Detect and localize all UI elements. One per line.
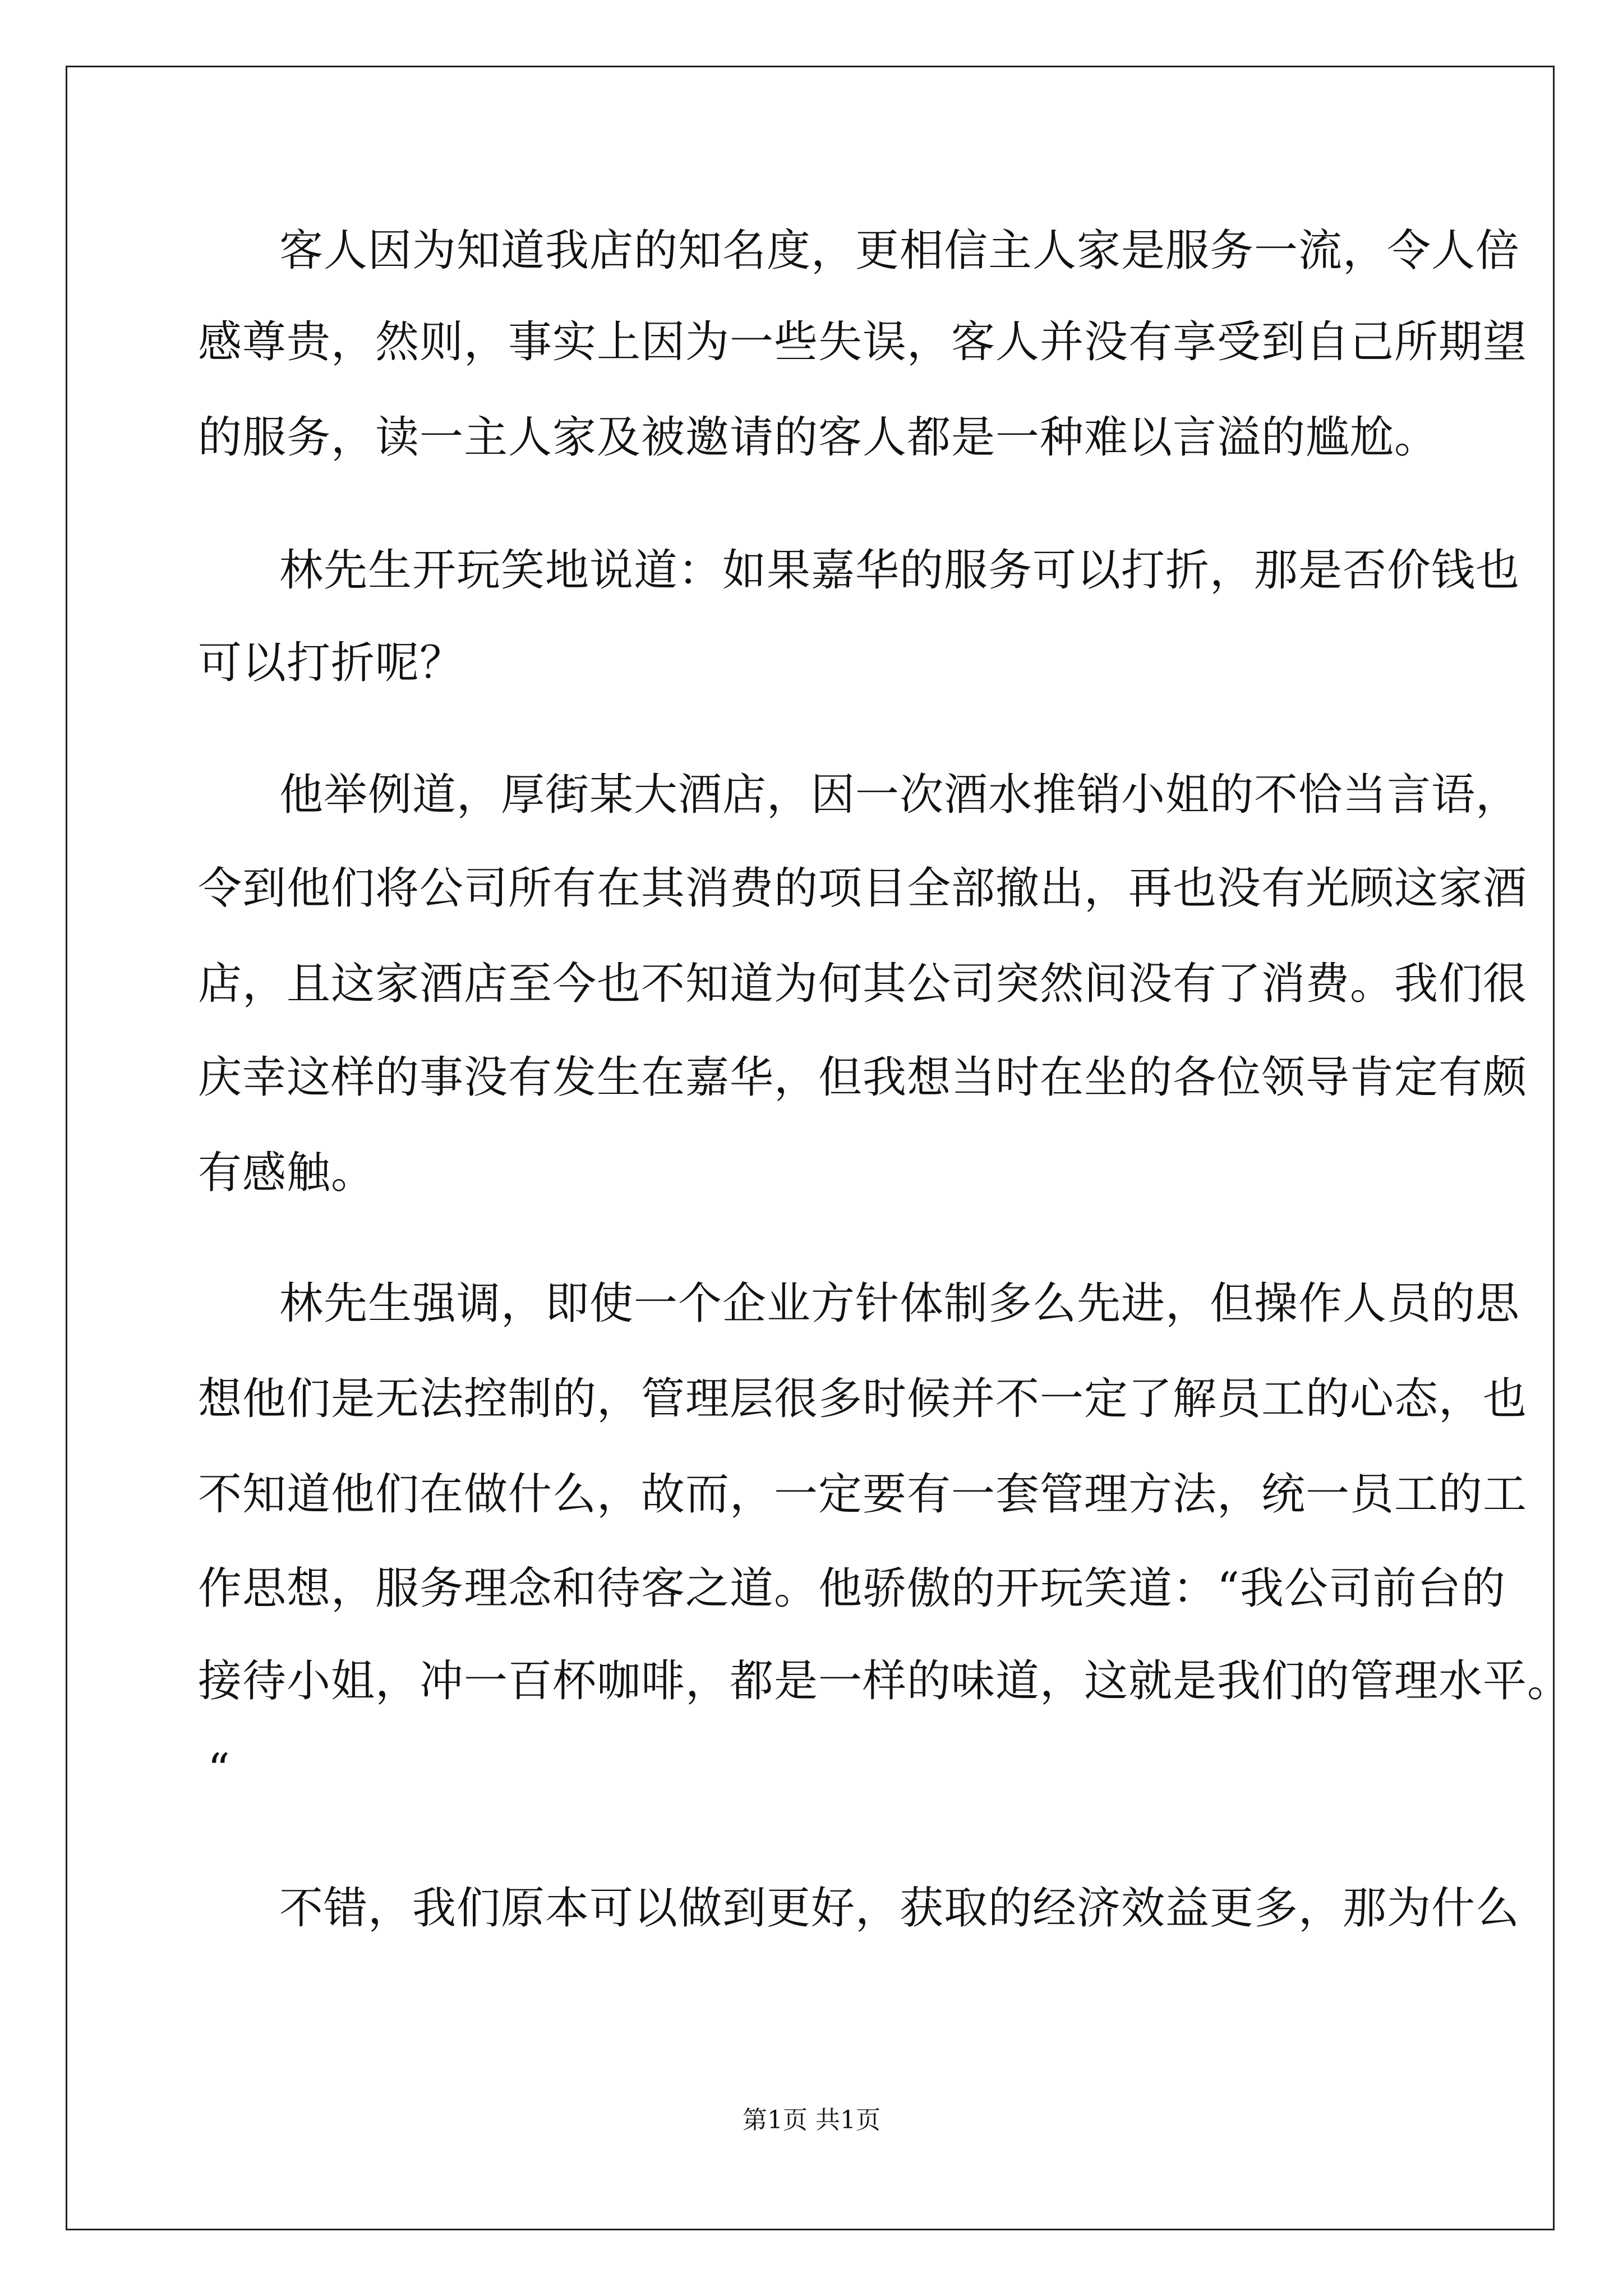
paragraph-line: 感尊贵，然则，事实上因为一些失误，客人并没有享受到自己所期望 xyxy=(198,317,1528,367)
paragraph-line: 庆幸这样的事没有发生在嘉华，但我想当时在坐的各位领导肯定有颇 xyxy=(198,1052,1528,1103)
page-footer: 第1页 共1页 xyxy=(743,2106,880,2134)
paragraph-line: 想他们是无法控制的，管理层很多时候并不一定了解员工的心态，也 xyxy=(198,1374,1528,1424)
paragraph-line: 令到他们将公司所有在其消费的项目全部撤出，再也没有光顾这家酒 xyxy=(198,863,1528,914)
paragraph-line: 接待小姐，冲一百杯咖啡，都是一样的味道，这就是我们的管理水平。 xyxy=(198,1656,1572,1706)
paragraph-line: 不知道他们在做什么，故而，一定要有一套管理方法，统一员工的工 xyxy=(198,1469,1528,1520)
paragraph-line: 店，且这家酒店至今也不知道为何其公司突然间没有了消费。我们很 xyxy=(198,959,1528,1009)
paragraph-line: 不错，我们原本可以做到更好，获取的经济效益更多，那为什么 xyxy=(279,1883,1520,1934)
paragraph-line: “ xyxy=(208,1745,230,1795)
paragraph-line: 林先生开玩笑地说道：如果嘉华的服务可以打折，那是否价钱也 xyxy=(279,545,1520,596)
paragraph-line: 的服务，读一主人家及被邀请的客人都是一种难以言溢的尴尬。 xyxy=(198,412,1439,463)
paragraph-line: 作思想，服务理念和待客之道。他骄傲的开玩笑道：“我公司前台的 xyxy=(198,1563,1506,1614)
paragraph-line: 有感触。 xyxy=(198,1148,376,1198)
paragraph-line: 林先生强调，即使一个企业方针体制多么先进，但操作人员的思 xyxy=(279,1278,1520,1329)
paragraph-line: 他举例道，厚街某大酒店，因一次酒水推销小姐的不恰当言语， xyxy=(279,770,1520,820)
paragraph-line: 客人因为知道我店的知名度，更相信主人家是服务一流，令人倍 xyxy=(279,226,1520,276)
paragraph-line: 可以打折呢？ xyxy=(198,638,464,688)
